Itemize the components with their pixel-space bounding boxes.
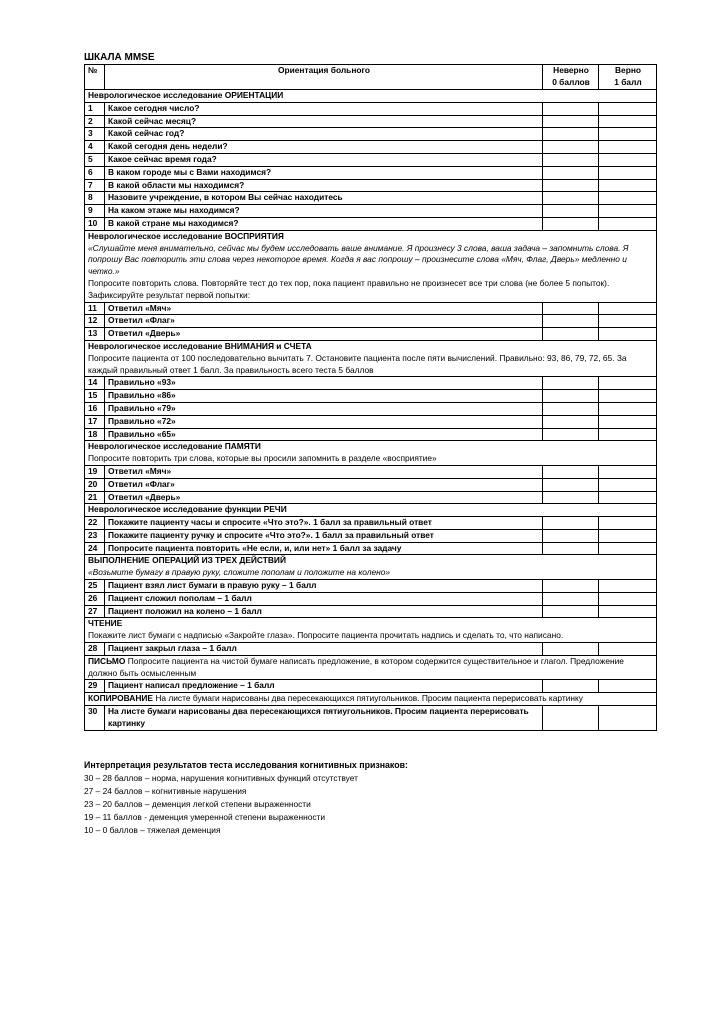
item-question: Правильно «65» (105, 428, 543, 441)
item-question: Покажите пациенту часы и спросите «Что это?». 1 балл за правильный ответ (105, 517, 543, 530)
document-title: ШКАЛА MMSE (84, 52, 155, 63)
item-number: 17 (85, 415, 105, 428)
section-cell-memory (85, 441, 657, 466)
score-wrong-cell[interactable] (543, 328, 599, 341)
score-wrong-cell[interactable] (543, 415, 599, 428)
section-cell-operations (85, 555, 657, 580)
section-instruction: Попросите пациента от 100 последовательно вычитать 7. Остановите пациента после пяти вычислений. Правильно: 93, 86, 79, 72, 65. За каждый правильный ответ 1 балл. За правильность всего теста 5 баллов (88, 352, 627, 375)
section-cell-attention (85, 340, 657, 376)
interpretation-block (84, 759, 656, 837)
table-row (85, 205, 657, 218)
item-number: 7 (85, 179, 105, 192)
table-row (85, 706, 657, 731)
item-number: 24 (85, 542, 105, 555)
table-row (85, 192, 657, 205)
table-row (85, 377, 657, 390)
score-right-cell[interactable] (599, 141, 657, 154)
item-question: Какое сейчас время года? (105, 153, 543, 166)
item-number: 9 (85, 205, 105, 218)
item-number: 19 (85, 465, 105, 478)
item-question: Какой сейчас месяц? (105, 115, 543, 128)
interpretation-line: 23 – 20 баллов – деменция легкой степени выраженности (84, 798, 311, 809)
table-row (85, 302, 657, 315)
score-right-cell[interactable] (599, 517, 657, 530)
item-question: Какой сегодня день недели? (105, 141, 543, 154)
section-instruction: Попросите повторить слова. Повторяйте тест до тех пор, пока пациент правильно не произнесет все три слова (не более 5 попыток). Зафиксируйте результат первой попытки: (88, 277, 610, 300)
section-row-writing (85, 655, 657, 680)
item-question: Ответил «Дверь» (105, 491, 543, 504)
score-right-cell[interactable] (599, 166, 657, 179)
item-number: 5 (85, 153, 105, 166)
section-title: Неврологическое исследование ОРИЕНТАЦИИ (88, 90, 284, 100)
header-num: № (85, 65, 105, 90)
score-wrong-cell[interactable] (543, 166, 599, 179)
table-row (85, 592, 657, 605)
item-number: 8 (85, 192, 105, 205)
table-row (85, 491, 657, 504)
item-number: 28 (85, 643, 105, 656)
score-wrong-cell[interactable] (543, 680, 599, 693)
header-wrong: Неверно 0 баллов (543, 65, 599, 90)
section-instruction: На листе бумаги нарисованы два пересекающихся пятиугольников. Просим пациента перерисовать картинку (153, 693, 583, 704)
section-title: Неврологическое исследование функции РЕЧИ (88, 504, 287, 515)
score-wrong-cell[interactable] (543, 141, 599, 154)
score-right-cell[interactable] (599, 205, 657, 218)
table-row (85, 115, 657, 128)
item-question: Пациент написал предложение – 1 балл (105, 680, 543, 693)
item-number: 29 (85, 680, 105, 693)
item-number: 13 (85, 328, 105, 341)
score-wrong-cell[interactable] (543, 517, 599, 530)
section-row-attention (85, 340, 657, 376)
section-title: КОПИРОВАНИЕ (88, 693, 153, 704)
item-number: 21 (85, 491, 105, 504)
section-row-orientation (85, 90, 657, 103)
score-wrong-cell[interactable] (543, 302, 599, 315)
item-question: Правильно «86» (105, 390, 543, 403)
score-wrong-cell[interactable] (543, 529, 599, 542)
section-row-copying (85, 693, 657, 706)
item-number: 1 (85, 102, 105, 115)
section-instruction: Попросите повторить три слова, которые вы просили запомнить в разделе «восприятие» (88, 453, 437, 464)
section-title: ЧТЕНИЕ (88, 618, 123, 629)
item-number: 14 (85, 377, 105, 390)
section-row-operations (85, 555, 657, 580)
score-right-cell[interactable] (599, 580, 657, 593)
table-row (85, 465, 657, 478)
item-number: 2 (85, 115, 105, 128)
item-number: 23 (85, 529, 105, 542)
table-row (85, 580, 657, 593)
table-row (85, 680, 657, 693)
score-wrong-cell[interactable] (543, 115, 599, 128)
score-right-cell[interactable] (599, 542, 657, 555)
item-number: 30 (85, 706, 105, 731)
header-question: Ориентация больного (105, 65, 543, 90)
item-question: Правильно «72» (105, 415, 543, 428)
item-number: 25 (85, 580, 105, 593)
score-right-cell[interactable] (599, 680, 657, 693)
item-number: 11 (85, 302, 105, 315)
table-row (85, 517, 657, 530)
item-question: Какое сегодня число? (105, 102, 543, 115)
table-row (85, 390, 657, 403)
score-wrong-cell[interactable] (543, 102, 599, 115)
item-question: Назовите учреждение, в котором Вы сейчас находитесь (105, 192, 543, 205)
table-row (85, 166, 657, 179)
item-question: На листе бумаги нарисованы два пересекающихся пятиугольников. Просим пациента перерисовать картинку (105, 706, 543, 731)
item-question: Попросите пациента повторить «Не если, и, или нет» 1 балл за задачу (105, 542, 543, 555)
table-header-row (85, 65, 657, 90)
section-cell-reading (85, 618, 657, 643)
score-wrong-cell[interactable] (543, 605, 599, 618)
score-wrong-cell[interactable] (543, 465, 599, 478)
score-wrong-cell[interactable] (543, 643, 599, 656)
score-right-cell[interactable] (599, 302, 657, 315)
score-right-cell[interactable] (599, 115, 657, 128)
table-row (85, 402, 657, 415)
section-cell-speech (85, 504, 657, 517)
score-wrong-cell[interactable] (543, 402, 599, 415)
mmse-table (84, 64, 657, 731)
section-row-memory (85, 441, 657, 466)
score-right-cell[interactable] (599, 153, 657, 166)
section-row-reading (85, 618, 657, 643)
mmse-page (84, 52, 656, 837)
section-quote: «Возьмите бумагу в правую руку, сложите пополам и положите на колено» (88, 567, 391, 578)
score-wrong-cell[interactable] (543, 706, 599, 731)
score-right-cell[interactable] (599, 390, 657, 403)
score-right-cell[interactable] (599, 192, 657, 205)
section-title: Неврологическое исследование ПАМЯТИ (88, 441, 261, 452)
score-wrong-cell[interactable] (543, 491, 599, 504)
interpretation-line: 27 – 24 баллов – когнитивные нарушения (84, 785, 247, 796)
score-wrong-cell[interactable] (543, 192, 599, 205)
table-row (85, 605, 657, 618)
interpretation-title: Интерпретация результатов теста исследования когнитивных признаков: (84, 759, 408, 770)
score-wrong-cell[interactable] (543, 580, 599, 593)
item-question: Пациент взял лист бумаги в правую руку – 1 балл (105, 580, 543, 593)
table-row (85, 542, 657, 555)
score-right-cell[interactable] (599, 377, 657, 390)
score-wrong-cell[interactable] (543, 428, 599, 441)
table-row (85, 217, 657, 230)
section-instruction: Покажите лист бумаги с надписью «Закройте глаза». Попросите пациента прочитать надпись и сделать то, что написано. (88, 630, 564, 641)
score-right-cell[interactable] (599, 179, 657, 192)
section-cell-writing (85, 655, 657, 680)
item-question: На каком этаже мы находимся? (105, 205, 543, 218)
score-right-cell[interactable] (599, 491, 657, 504)
score-wrong-cell[interactable] (543, 217, 599, 230)
section-cell-perception (85, 230, 657, 302)
section-cell-orientation (85, 90, 657, 103)
table-row (85, 529, 657, 542)
score-right-cell[interactable] (599, 478, 657, 491)
item-question: В какой стране мы находимся? (105, 217, 543, 230)
score-wrong-cell[interactable] (543, 205, 599, 218)
score-wrong-cell[interactable] (543, 542, 599, 555)
score-right-cell[interactable] (599, 102, 657, 115)
score-right-cell[interactable] (599, 706, 657, 731)
item-question: Ответил «Флаг» (105, 478, 543, 491)
score-wrong-cell[interactable] (543, 478, 599, 491)
table-row (85, 428, 657, 441)
table-row (85, 415, 657, 428)
score-right-cell[interactable] (599, 315, 657, 328)
table-row (85, 141, 657, 154)
section-title: Неврологическое исследование ВОСПРИЯТИЯ (88, 230, 284, 241)
section-row-speech (85, 504, 657, 517)
item-question: Правильно «93» (105, 377, 543, 390)
item-number: 3 (85, 128, 105, 141)
item-number: 6 (85, 166, 105, 179)
item-number: 12 (85, 315, 105, 328)
score-right-cell[interactable] (599, 217, 657, 230)
score-right-cell[interactable] (599, 328, 657, 341)
score-wrong-cell[interactable] (543, 128, 599, 141)
item-question: Правильно «79» (105, 402, 543, 415)
item-number: 4 (85, 141, 105, 154)
item-question: В каком городе мы с Вами находимся? (105, 166, 543, 179)
item-question: Покажите пациенту ручку и спросите «Что это?». 1 балл за правильный ответ (105, 529, 543, 542)
section-title: ВЫПОЛНЕНИЕ ОПЕРАЦИЙ ИЗ ТРЕХ ДЕЙСТВИЙ (88, 555, 286, 566)
item-question: Ответил «Флаг» (105, 315, 543, 328)
item-question: Ответил «Дверь» (105, 328, 543, 341)
item-number: 15 (85, 390, 105, 403)
table-row (85, 643, 657, 656)
item-question: Пациент положил на колено – 1 балл (105, 605, 543, 618)
table-row (85, 179, 657, 192)
score-wrong-cell[interactable] (543, 153, 599, 166)
section-cell-copying (85, 693, 657, 706)
score-wrong-cell[interactable] (543, 179, 599, 192)
item-number: 10 (85, 217, 105, 230)
section-title: Неврологическое исследование ВНИМАНИЯ и СЧЕТА (88, 340, 312, 351)
table-row (85, 102, 657, 115)
table-row (85, 478, 657, 491)
item-question: Ответил «Мяч» (105, 302, 543, 315)
item-question: Пациент закрыл глаза – 1 балл (105, 643, 543, 656)
item-number: 27 (85, 605, 105, 618)
section-quote: «Слушайте меня внимательно, сейчас мы будем исследовать ваше внимание. Я произнесу 3 слова, ваша задача – запомнить слова. Я попрошу Вас повторить эти слова через некоторое время. Когда я вас попрошу – произнесите слова «Мяч, Флаг, Дверь» медленно и четко.» (88, 242, 629, 277)
item-number: 22 (85, 517, 105, 530)
item-question: Какой сейчас год? (105, 128, 543, 141)
score-right-cell[interactable] (599, 592, 657, 605)
item-question: Пациент сложил пополам – 1 балл (105, 592, 543, 605)
item-number: 20 (85, 478, 105, 491)
score-wrong-cell[interactable] (543, 315, 599, 328)
section-instruction: Попросите пациента на чистой бумаге написать предложение, в котором содержится существительное и глагол. Предложение должно быть осмысленным (88, 655, 624, 678)
table-row (85, 315, 657, 328)
score-right-cell[interactable] (599, 529, 657, 542)
section-title: ПИСЬМО (88, 655, 126, 666)
score-right-cell[interactable] (599, 402, 657, 415)
score-right-cell[interactable] (599, 465, 657, 478)
score-wrong-cell[interactable] (543, 377, 599, 390)
header-right: Верно 1 балл (599, 65, 657, 90)
item-question: В какой области мы находимся? (105, 179, 543, 192)
item-number: 16 (85, 402, 105, 415)
score-right-cell[interactable] (599, 128, 657, 141)
interpretation-line: 19 – 11 баллов - деменция умеренной степени выраженности (84, 811, 326, 822)
item-question: Ответил «Мяч» (105, 465, 543, 478)
score-right-cell[interactable] (599, 415, 657, 428)
section-row-perception (85, 230, 657, 302)
score-wrong-cell[interactable] (543, 390, 599, 403)
score-right-cell[interactable] (599, 428, 657, 441)
score-wrong-cell[interactable] (543, 592, 599, 605)
score-right-cell[interactable] (599, 643, 657, 656)
table-row (85, 153, 657, 166)
interpretation-line: 10 – 0 баллов – тяжелая деменция (84, 824, 221, 835)
table-row (85, 328, 657, 341)
score-right-cell[interactable] (599, 605, 657, 618)
item-number: 18 (85, 428, 105, 441)
item-number: 26 (85, 592, 105, 605)
interpretation-line: 30 – 28 баллов – норма, нарушения когнитивных функций отсутствует (84, 772, 358, 783)
table-row (85, 128, 657, 141)
